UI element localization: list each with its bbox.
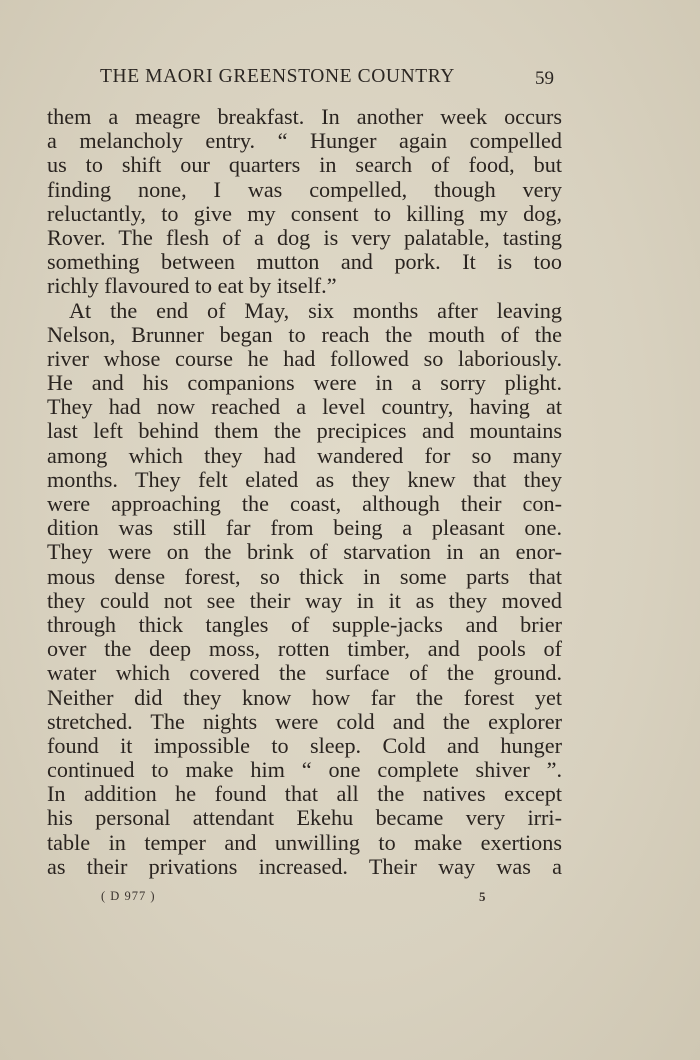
text-line: Neither did they know how far the forest yet	[47, 684, 562, 710]
text-line: among which they had wandered for so many	[47, 442, 562, 468]
body-text	[47, 105, 562, 879]
text-line: table in temper and unwilling to make exertions	[47, 829, 562, 855]
text-line: richly flavoured to eat by itself.”	[47, 273, 337, 299]
text-line: continued to make him “ one complete shiver ”.	[47, 757, 562, 783]
running-head	[0, 66, 700, 96]
text-line: In addition he found that all the natives except	[47, 781, 562, 807]
text-line: river whose course he had followed so laboriously.	[47, 345, 562, 371]
text-line: as their privations increased. Their way was a	[47, 853, 562, 879]
signature-code: ( D 977 )	[101, 889, 156, 903]
text-line: last left behind them the precipices and mountains	[47, 418, 562, 444]
text-line: over the deep moss, rotten timber, and pools of	[47, 636, 562, 662]
text-line: Rover. The flesh of a dog is very palatable, tasting	[47, 224, 562, 250]
text-line: At the end of May, six months after leaving	[69, 297, 562, 323]
text-line: reluctantly, to give my consent to killing my dog,	[47, 200, 562, 226]
text-line: they could not see their way in it as they moved	[47, 587, 562, 613]
running-title: THE MAORI GREENSTONE COUNTRY	[100, 66, 455, 87]
text-line: dition was still far from being a pleasant one.	[47, 515, 562, 541]
page-footer	[0, 889, 700, 909]
text-line: finding none, I was compelled, though very	[47, 176, 562, 202]
text-line: something between mutton and pork. It is too	[47, 249, 562, 275]
text-line: They had now reached a level country, having at	[47, 394, 562, 420]
text-line: were approaching the coast, although their con-	[47, 491, 562, 516]
text-line: mous dense forest, so thick in some parts that	[47, 563, 562, 589]
text-line: found it impossible to sleep. Cold and hunger	[47, 732, 562, 758]
text-line: They were on the brink of starvation in an enor-	[47, 539, 562, 565]
text-line: a melancholy entry. “ Hunger again compelled	[47, 128, 562, 154]
text-line: his personal attendant Ekehu became very irri-	[47, 805, 562, 831]
text-line: water which covered the surface of the ground.	[47, 660, 562, 686]
page-number: 59	[535, 68, 554, 89]
text-line: stretched. The nights were cold and the explorer	[47, 708, 562, 734]
text-line: through thick tangles of supple-jacks and brier	[47, 611, 562, 637]
signature-number: 5	[479, 889, 486, 904]
text-line: them a meagre breakfast. In another week occurs	[47, 104, 562, 129]
text-line: months. They felt elated as they knew that they	[47, 466, 562, 492]
text-line: Nelson, Brunner began to reach the mouth of the	[47, 321, 562, 347]
text-line: He and his companions were in a sorry plight.	[47, 370, 562, 396]
text-line: us to shift our quarters in search of food, but	[47, 152, 562, 178]
